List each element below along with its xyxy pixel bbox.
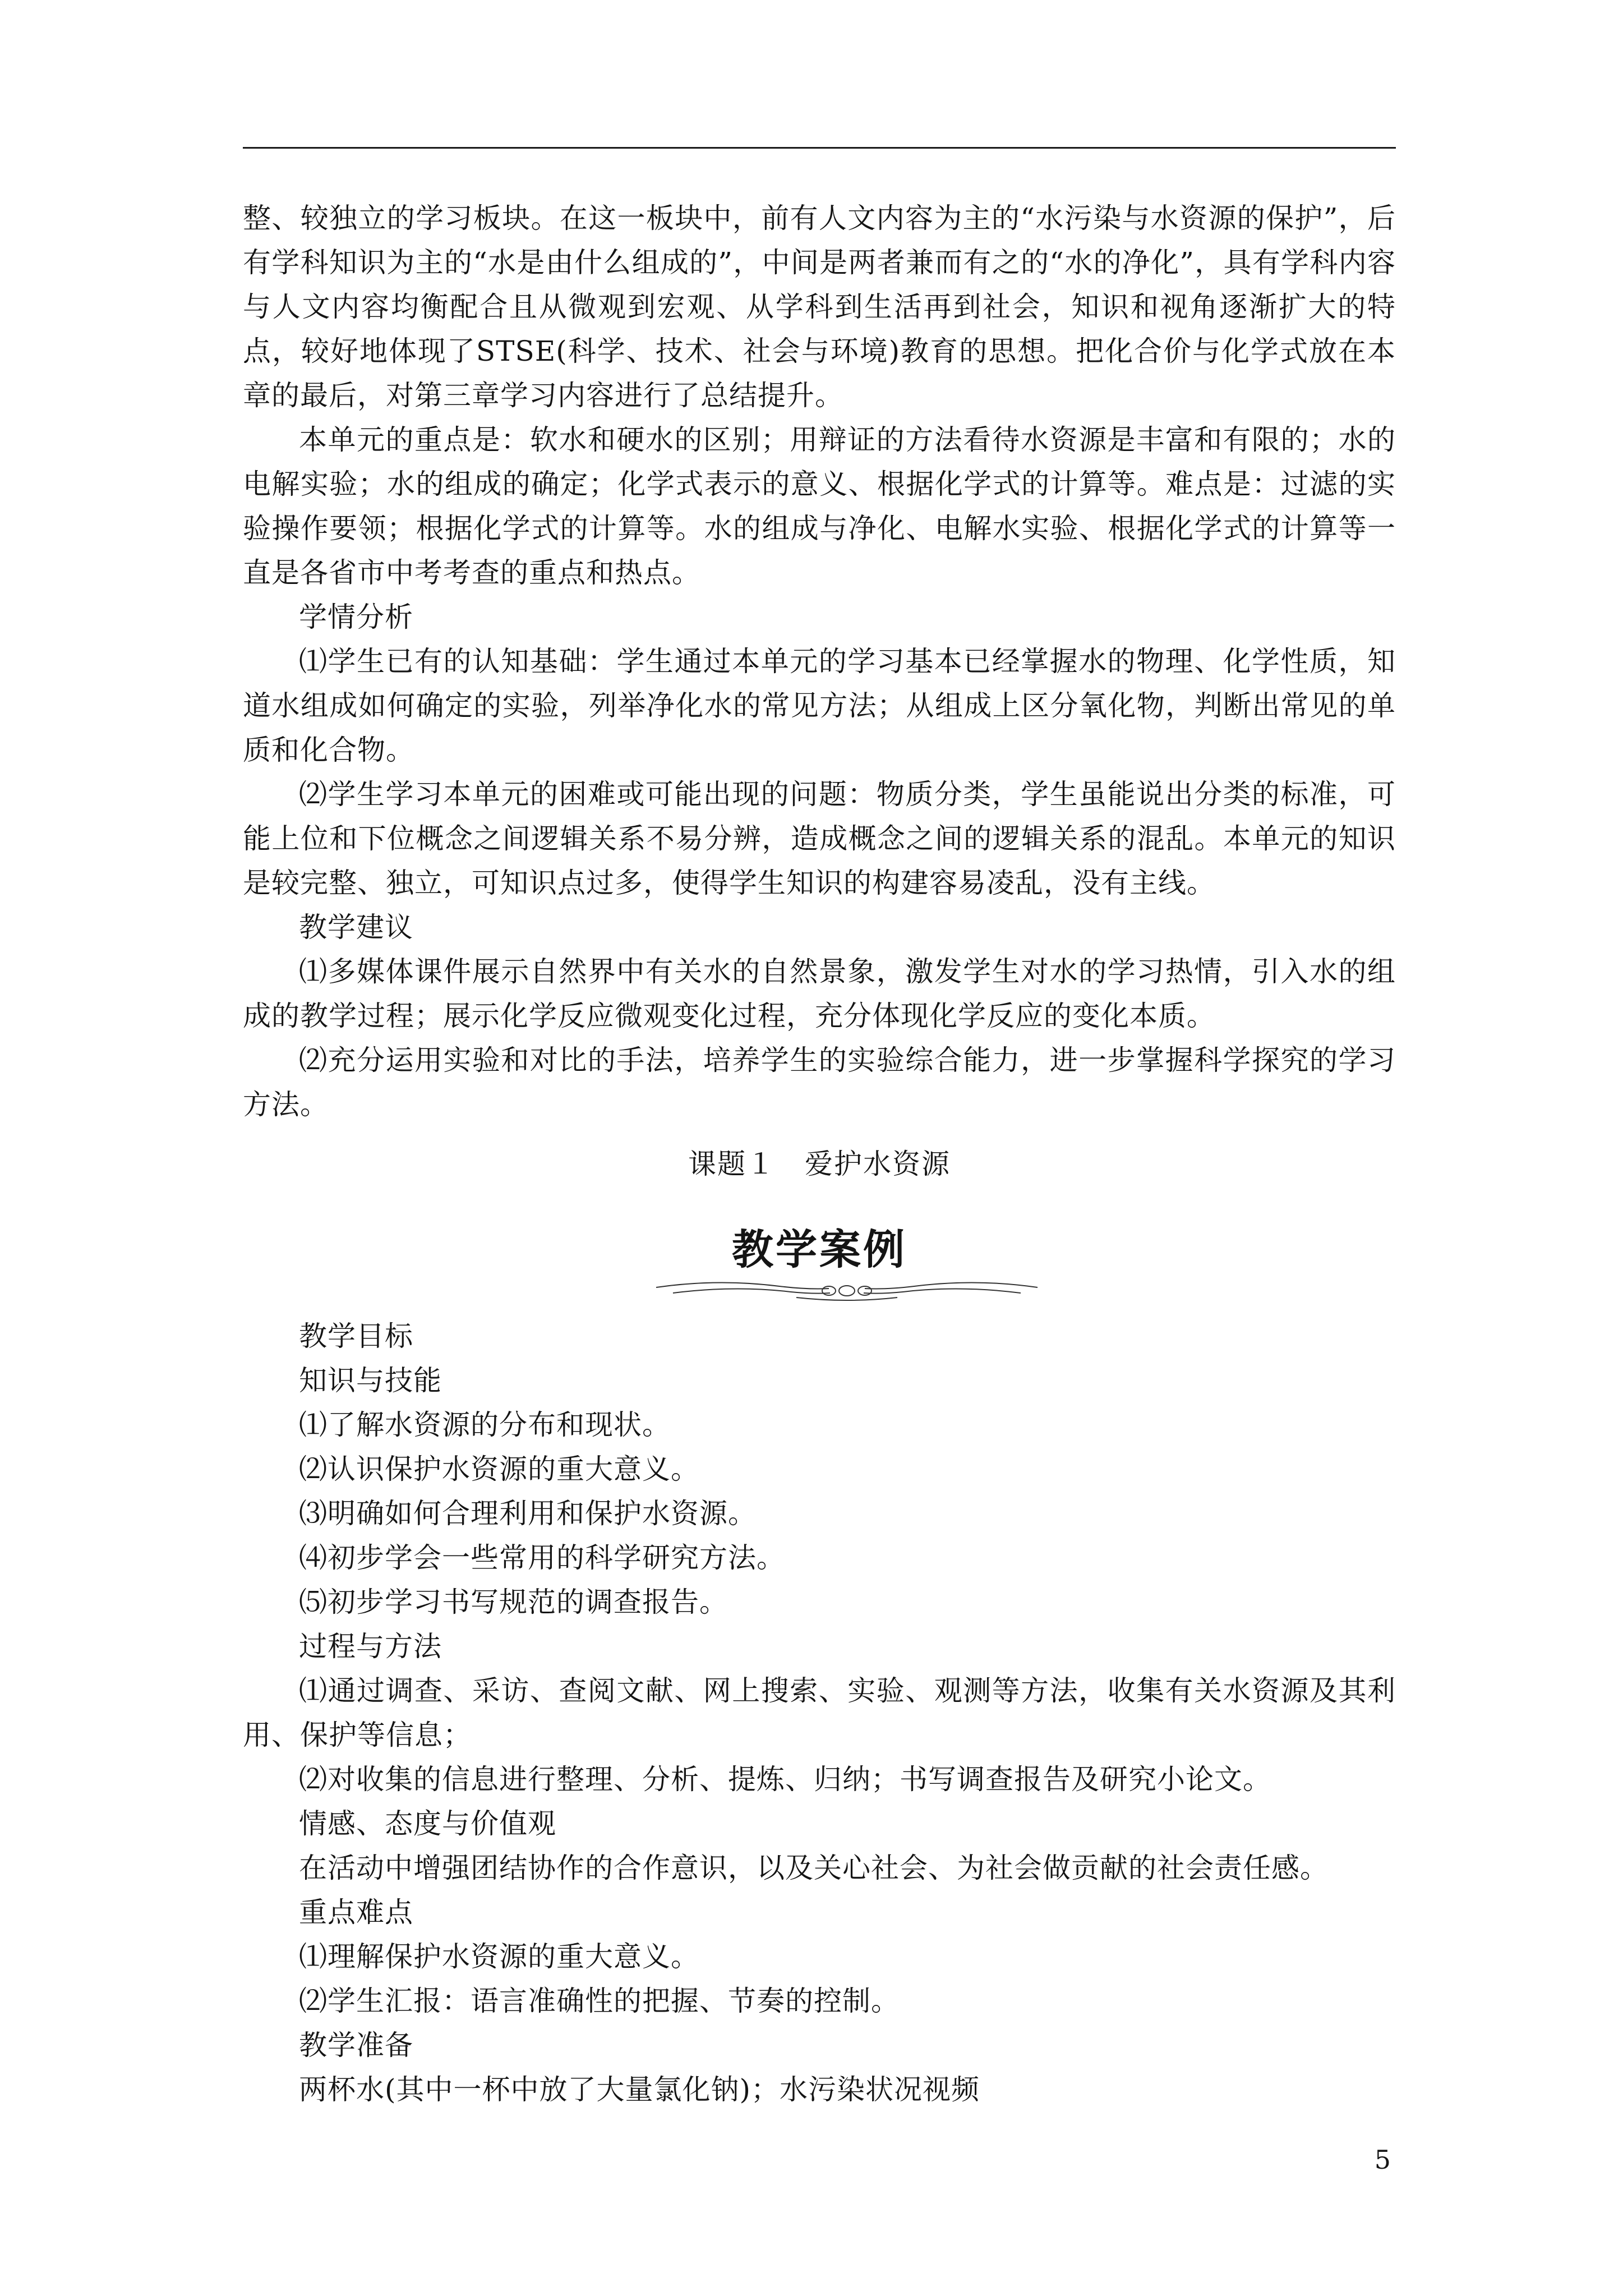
paragraph-key-points: 本单元的重点是：软水和硬水的区别；用辩证的方法看待水资源是丰富和有限的；水的电解实验；水的组成的确定；化学式表示的意义、根据化学式的计算等。难点是：过滤的实验操作要领；根据化学式的计算等。水的组成与净化、电解水实验、根据化学式的计算等一直是各省市中考考查的重点和热点。 [243,424,1396,589]
heading-knowledge-skills: 知识与技能 [299,1364,442,1397]
heading-process-methods: 过程与方法 [299,1630,442,1663]
objective-item-4: ⑷初步学会一些常用的科学研究方法。 [299,1542,785,1574]
lesson-title: 课题１ 爱护水资源 [688,1148,951,1180]
heading-key-difficulties: 重点难点 [299,1896,413,1929]
preparation-item: 两杯水(其中一杯中放了大量氯化钠)；水污染状况视频 [299,2073,980,2106]
objective-item-2: ⑵认识保护水资源的重大意义。 [299,1453,699,1485]
method-item-1: ⑴通过调查、采访、查阅文献、网上搜索、实验、观测等方法，收集有关水资源及其利用、保护等信息； [243,1674,1396,1751]
heading-emotion-values: 情感、态度与价值观 [299,1807,556,1840]
objective-item-1: ⑴了解水资源的分布和现状。 [299,1409,671,1441]
ornament-icon [651,1276,1043,1304]
paragraph-student-analysis-1: ⑴学生已有的认知基础：学生通过本单元的学习基本已经掌握水的物理、化学性质，知道水组成如何确定的实验，列举净化水的常见方法；从组成上区分氧化物，判断出常见的单质和化合物。 [243,645,1396,766]
body-text-upper [243,196,1396,1127]
objective-item-3: ⑶明确如何合理利用和保护水资源。 [299,1497,757,1530]
heading-teaching-objectives: 教学目标 [299,1320,413,1352]
paragraph-suggestion-2: ⑵充分运用实验和对比的手法，培养学生的实验综合能力，进一步掌握科学探究的学习方法。 [243,1044,1396,1121]
paragraph-continuation: 整、较独立的学习板块。在这一板块中，前有人文内容为主的“水污染与水资源的保护”，后有学科知识为主的“水是由什么组成的”，中间是两者兼而有之的“水的净化”，具有学科内容与人文内容均衡配合且从微观到宏观、从学科到生活再到社会，知识和视角逐渐扩大的特点，较好地体现了STSE(科学、技术、社会与环境)教育的思想。把化合价与化学式放在本章的最后，对第三章学习内容进行了总结提升。 [243,202,1396,412]
banner-title: 教学案例 [732,1226,907,1274]
header-rule [243,147,1396,149]
difficulty-item-1: ⑴理解保护水资源的重大意义。 [299,1940,699,1973]
objective-item-5: ⑸初步学习书写规范的调查报告。 [299,1586,728,1618]
body-text-lower [243,1314,1396,2112]
method-item-2: ⑵对收集的信息进行整理、分析、提炼、归纳；书写调查报告及研究小论文。 [299,1763,1271,1796]
page-number: 5 [1374,2145,1391,2175]
heading-teaching-suggestions: 教学建议 [299,911,413,944]
paragraph-suggestion-1: ⑴多媒体课件展示自然界中有关水的自然景象，激发学生对水的学习热情，引入水的组成的教学过程；展示化学反应微观变化过程，充分体现化学反应的变化本质。 [243,955,1396,1032]
paragraph-student-analysis-2: ⑵学生学习本单元的困难或可能出现的问题：物质分类，学生虽能说出分类的标准，可能上位和下位概念之间逻辑关系不易分辨，造成概念之间的逻辑关系的混乱。本单元的知识是较完整、独立，可知识点过多，使得学生知识的构建容易凌乱，没有主线。 [243,778,1396,899]
emotion-item: 在活动中增强团结协作的合作意识，以及关心社会、为社会做贡献的社会责任感。 [299,1852,1329,1884]
difficulty-item-2: ⑵学生汇报：语言准确性的把握、节奏的控制。 [299,1985,900,2017]
heading-student-analysis: 学情分析 [299,601,413,633]
heading-preparation: 教学准备 [299,2029,413,2062]
